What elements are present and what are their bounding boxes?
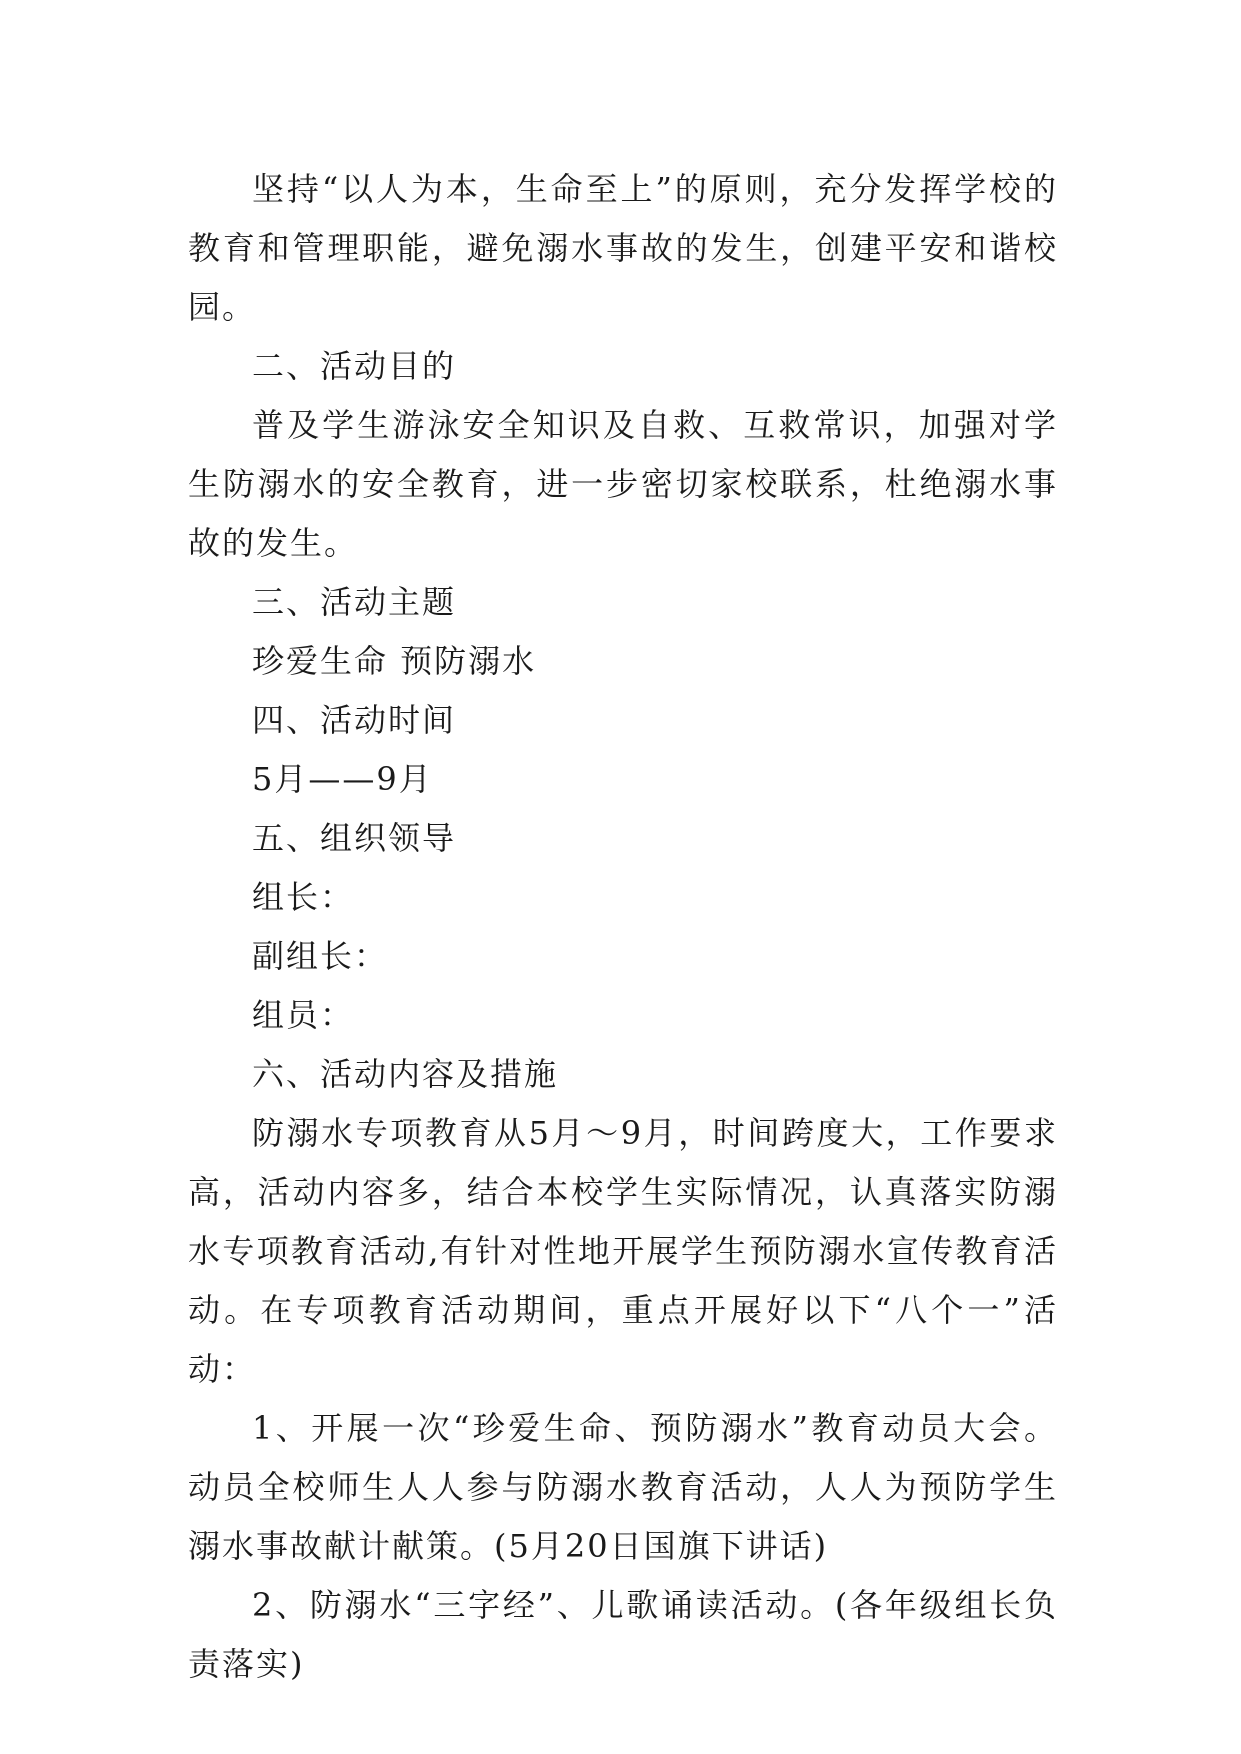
heading-time: 四、活动时间 bbox=[252, 701, 457, 739]
members-line: 组员： bbox=[252, 996, 355, 1034]
list-item-1: 1、开展一次“珍爱生命、预防溺水”教育动员大会。动员全校师生人人参与防溺水教育活动，人人为预防学生溺水事故献计献策。(5月20日国旗下讲话) bbox=[188, 1409, 1058, 1565]
paragraph-principle: 坚持“以人为本，生命至上”的原则，充分发挥学校的教育和管理职能，避免溺水事故的发生，创建平安和谐校园。 bbox=[188, 170, 1058, 326]
paragraph-theme: 珍爱生命 预防溺水 bbox=[252, 642, 537, 680]
paragraph-objective: 普及学生游泳安全知识及自救、互救常识，加强对学生防溺水的安全教育，进一步密切家校联系，杜绝溺水事故的发生。 bbox=[188, 406, 1058, 562]
heading-leadership: 五、组织领导 bbox=[252, 819, 457, 857]
paragraph-measures: 防溺水专项教育从5月～9月，时间跨度大，工作要求高，活动内容多，结合本校学生实际情况，认真落实防溺水专项教育活动,有针对性地开展学生预防溺水宣传教育活动。在专项教育活动期间，重点开展好以下“八个一”活动： bbox=[188, 1114, 1058, 1388]
deputy-leader-line: 副组长： bbox=[252, 937, 389, 975]
heading-theme: 三、活动主题 bbox=[252, 583, 457, 621]
list-item-2: 2、防溺水“三字经”、儿歌诵读活动。(各年级组长负责落实) bbox=[188, 1586, 1058, 1683]
paragraph-time: 5月——9月 bbox=[252, 760, 433, 798]
heading-measures: 六、活动内容及措施 bbox=[252, 1055, 559, 1093]
leader-line: 组长： bbox=[252, 878, 355, 916]
document-body bbox=[188, 160, 1058, 1694]
heading-objective: 二、活动目的 bbox=[252, 347, 457, 385]
